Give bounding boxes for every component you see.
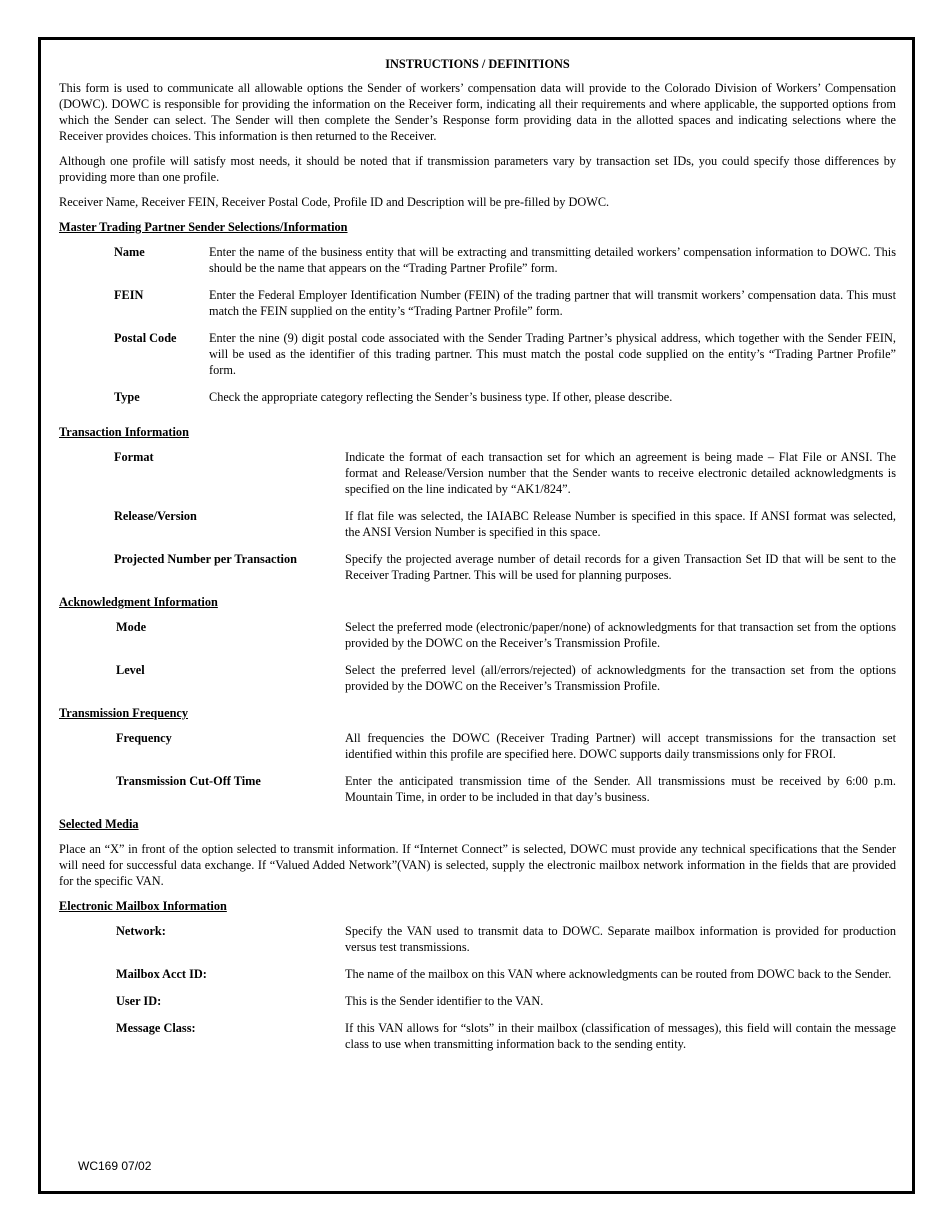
definition-label: Mode <box>116 620 147 634</box>
form-number: WC169 07/02 <box>78 1159 152 1173</box>
definition-label: Type <box>114 390 140 404</box>
definition-label: Name <box>114 245 145 259</box>
frequency-heading: Transmission Frequency <box>59 706 189 720</box>
definition-label: Network: <box>116 924 166 938</box>
definition-label: Level <box>116 663 145 677</box>
definition-label: User ID: <box>116 994 162 1008</box>
definition-text: All frequencies the DOWC (Receiver Trading Partner) will accept transmissions for the transaction set identified within this profile are specified here. DOWC supports daily transmissions only for FROI. <box>345 731 896 761</box>
transaction-heading: Transaction Information <box>59 425 189 439</box>
definition-row <box>59 619 896 651</box>
definition-text: Specify the VAN used to transmit data to DOWC. Separate mailbox information is provided for production versus test transmissions. <box>345 924 896 954</box>
definition-label: Frequency <box>116 731 172 745</box>
definition-row <box>59 773 896 805</box>
definition-label: Release/Version <box>114 509 197 523</box>
definition-label: Format <box>114 450 154 464</box>
definition-row <box>59 551 896 583</box>
media-heading: Selected Media <box>59 817 139 831</box>
definition-label: Transmission Cut-Off Time <box>116 774 261 788</box>
definition-text: Select the preferred level (all/errors/rejected) of acknowledgments for the transaction set from the options provided by the DOWC on the Receiver’s Transmission Profile. <box>345 663 896 693</box>
intro-paragraph-3: Receiver Name, Receiver FEIN, Receiver Postal Code, Profile ID and Description will be pre-filled by DOWC. <box>59 195 610 209</box>
document-frame <box>38 37 915 1194</box>
definition-row <box>59 508 896 540</box>
definition-text: Select the preferred mode (electronic/paper/none) of acknowledgments for that transaction set from the options provided by the DOWC on the Receiver’s Transmission Profile. <box>345 620 896 650</box>
definition-text: Specify the projected average number of detail records for a given Transaction Set ID that will be sent to the Receiver Trading Partner. This will be used for planning purposes. <box>345 552 896 582</box>
definition-text: If flat file was selected, the IAIABC Release Number is specified in this space. If ANSI format was selected, the ANSI Version Number is specified in this space. <box>345 509 896 539</box>
definition-label: Postal Code <box>114 331 177 345</box>
definition-row <box>59 993 896 1009</box>
intro-paragraph-2: Although one profile will satisfy most needs, it should be noted that if transmission parameters vary by transaction set IDs, you could specify those differences by providing more than one profile. <box>59 154 896 184</box>
definition-text: Check the appropriate category reflecting the Sender’s business type. If other, please describe. <box>209 390 673 404</box>
definition-text: This is the Sender identifier to the VAN. <box>345 994 544 1008</box>
definition-label: FEIN <box>114 288 144 302</box>
mailbox-heading: Electronic Mailbox Information <box>59 899 227 913</box>
document-content <box>59 56 896 1063</box>
page-title: INSTRUCTIONS / DEFINITIONS <box>385 57 570 71</box>
definition-text: The name of the mailbox on this VAN where acknowledgments can be routed from DOWC back to the Sender. <box>345 967 892 981</box>
definition-row <box>59 449 896 497</box>
media-paragraph: Place an “X” in front of the option selected to transmit information. If “Internet Connect” is selected, DOWC must provide any technical specifications that the Sender will need for successful data exchange. If “Valued Added Network”(VAN) is selected, supply the electronic mailbox network information in the fields that are provided for the specific VAN. <box>59 842 896 888</box>
definition-text: Enter the anticipated transmission time of the Sender. All transmissions must be received by 6:00 p.m. Mountain Time, in order to be included in that day’s business. <box>345 774 896 804</box>
definition-text: Enter the Federal Employer Identification Number (FEIN) of the trading partner that will transmit workers’ compensation data. This must match the FEIN supplied on the entity’s “Trading Partner Profile” form. <box>209 288 896 318</box>
definition-row <box>59 923 896 955</box>
definition-text: Enter the nine (9) digit postal code associated with the Sender Trading Partner’s physical address, which together with the Sender FEIN, will be used as the identifier of this trading partner. This must match the postal code supplied on the entity’s “Trading Partner Profile” form. <box>209 331 896 377</box>
definition-label: Mailbox Acct ID: <box>116 967 207 981</box>
definition-row <box>59 244 896 276</box>
definition-row <box>59 662 896 694</box>
definition-row <box>59 389 896 405</box>
definition-text: Enter the name of the business entity that will be extracting and transmitting detailed workers’ compensation information to DOWC. This should be the name that appears on the “Trading Partner Profile” form. <box>209 245 896 275</box>
definition-row <box>59 287 896 319</box>
definition-text: If this VAN allows for “slots” in their mailbox (classification of messages), this field will contain the message class to use when transmitting information back to the sending entity. <box>345 1021 896 1051</box>
ack-heading: Acknowledgment Information <box>59 595 218 609</box>
definition-label: Projected Number per Transaction <box>114 552 297 566</box>
definition-row <box>59 730 896 762</box>
definition-text: Indicate the format of each transaction set for which an agreement is being made – Flat File or ANSI. The format and Release/Version number that the Sender wants to receive electronic detailed acknowledgments is specified on the line indicated by “AK1/824”. <box>345 450 896 496</box>
definition-label: Message Class: <box>116 1021 196 1035</box>
intro-paragraph-1: This form is used to communicate all allowable options the Sender of workers’ compensation data will provide to the Colorado Division of Workers’ Compensation (DOWC). DOWC is responsible for providing the information on the Receiver form, indicating all their requirements and where applicable, the supported options from which the Sender can select. The Sender will then complete the Sender’s Response form providing data in the allotted spaces and indicating selections where the Receiver provides choices. This information is then returned to the Receiver. <box>59 81 896 143</box>
master-heading: Master Trading Partner Sender Selections/Information <box>59 220 348 234</box>
definition-row <box>59 966 896 982</box>
definition-row <box>59 1020 896 1052</box>
definition-row <box>59 330 896 378</box>
